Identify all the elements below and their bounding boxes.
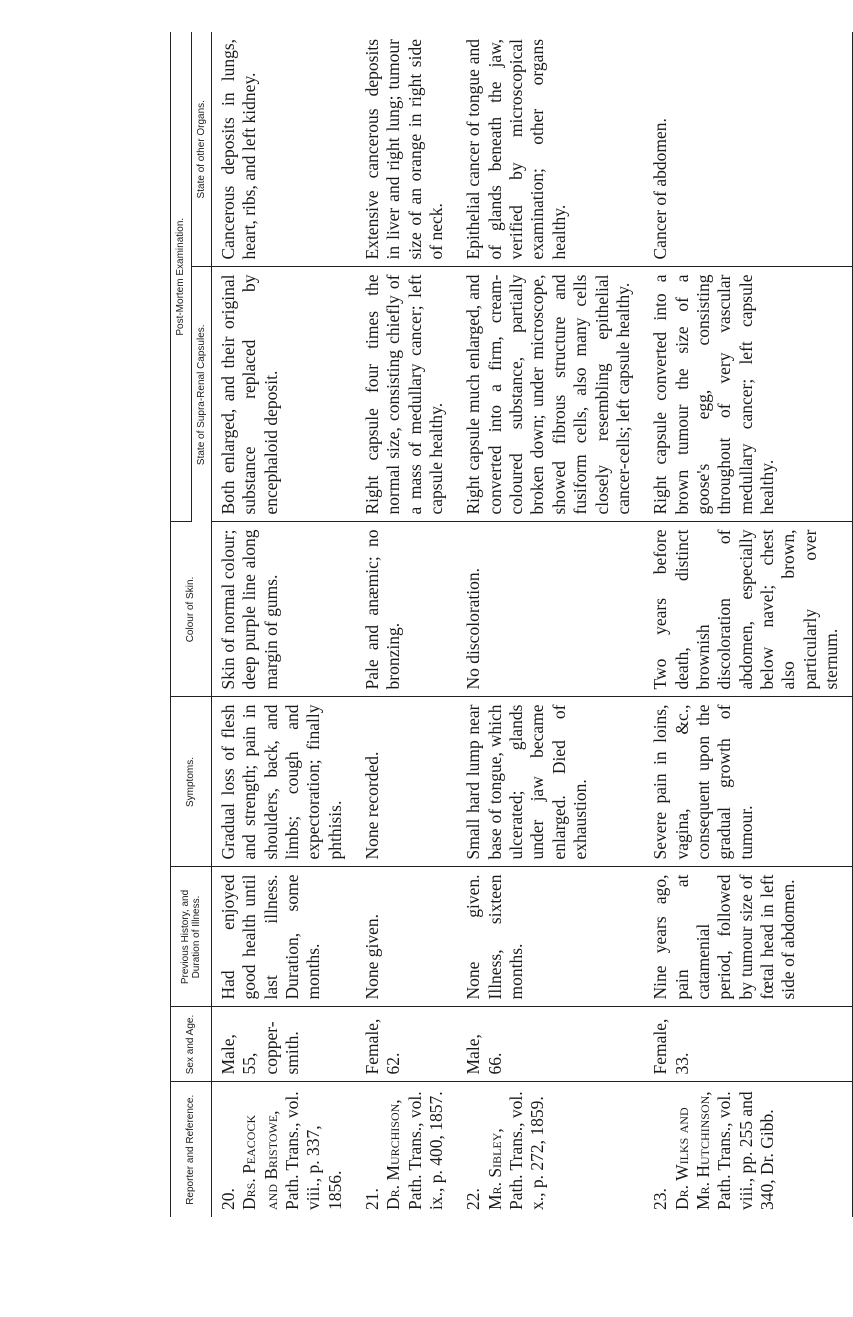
reporter-name: Mr. Sibley, <box>484 1128 505 1210</box>
capsules-cell: Both enlarged, and their original substance replaced by encephaloid deposit. <box>212 267 357 522</box>
organs-cell: Cancerous deposits in lungs, heart, ribs, and left kidney. <box>212 32 357 267</box>
reference-source: Path. Trans., vol. viii., p. 337, 1856. <box>282 1091 345 1210</box>
case-number: 22. <box>463 1188 484 1210</box>
header-organs: State of other Organs. <box>191 32 212 267</box>
symptoms-cell: Small hard lump near base of tongue, which ulcerated; glands under jaw became enlarged. Died of exhaustion. <box>457 697 644 867</box>
symptoms-cell: None recorded. <box>356 697 457 867</box>
header-capsules: State of Supra-Renal Capsules. <box>191 267 212 522</box>
reporter-name: Drs. Peacock and Bristowe, <box>239 1110 281 1210</box>
symptoms-cell: Severe pain in loins, vagina, &c., consequent upon the gradual growth of tumour. <box>644 697 853 867</box>
capsules-cell: Right capsule four times the normal size, consisting chiefly of a mass of medullary cancer; left capsule healthy. <box>356 267 457 522</box>
case-table <box>170 32 853 1217</box>
sex-age-cell: Female, 33. <box>644 1007 853 1082</box>
history-cell: None given. Illness, sixteen months. <box>457 867 644 1007</box>
reporter-cell <box>644 1082 853 1217</box>
organs-cell: Epithelial cancer of tongue and of glands beneath the jaw, verified by microscopical examination; other organs healthy. <box>457 32 644 267</box>
skin-cell: Skin of normal colour; deep purple line along margin of gums. <box>212 522 357 697</box>
organs-cell: Cancer of abdomen. <box>644 32 853 267</box>
reporter-name: Dr. Murchison, <box>383 1099 404 1210</box>
reporter-cell <box>212 1082 357 1217</box>
header-skin: Colour of Skin. <box>171 522 212 697</box>
case-number: 20. <box>218 1188 238 1210</box>
case-number: 21. <box>362 1188 383 1210</box>
history-cell: None given. <box>356 867 457 1007</box>
table-row <box>212 32 357 1217</box>
header-reporter: Reporter and Reference. <box>171 1082 212 1217</box>
capsules-cell: Right capsule much enlarged, and converted into a firm, cream-coloured substance, partially broken down; under microscope, showed fibrous structure and fusiform cells, also many cells closely resembling epithelial cancer-cells; left capsule healthy. <box>457 267 644 522</box>
reporter-cell <box>457 1082 644 1217</box>
symptoms-cell: Gradual loss of flesh and strength; pain in shoulders, back, and limbs; cough and expectoration; finally phthisis. <box>212 697 357 867</box>
reference-source: Path. Trans., vol. x., p. 272, 1859. <box>506 1091 548 1210</box>
sex-age-cell: Female, 62. <box>356 1007 457 1082</box>
reporter-name: Dr. Wilks and Mr. Hutchinson, <box>671 1091 713 1210</box>
reference-source: Path. Trans., vol. viii., pp. 255 and 340, Dr. Gibb. <box>714 1091 777 1210</box>
skin-cell: Two years before death, distinct brownish discoloration of abdomen, especially below navel; chest also brown, particularly over sternum. <box>644 522 853 697</box>
header-history: Previous History, and Duration of Illness. <box>171 867 212 1007</box>
case-number: 23. <box>650 1188 671 1210</box>
skin-cell: Pale and anæmic; no bronzing. <box>356 522 457 697</box>
sex-age-cell: Male, 66. <box>457 1007 644 1082</box>
table-row <box>356 32 457 1217</box>
header-symptoms: Symptoms. <box>171 697 212 867</box>
header-postmortem: Post-Mortem Examination. <box>171 32 192 522</box>
reporter-cell <box>356 1082 457 1217</box>
organs-cell: Extensive cancerous deposits in liver and right lung; tumour size of an orange in right side of neck. <box>356 32 457 267</box>
history-cell: Nine years ago, pain at catamenial period, followed by tumour size of fœtal head in left side of abdomen. <box>644 867 853 1007</box>
header-sex-age: Sex and Age. <box>171 1007 212 1082</box>
table-row <box>457 32 644 1217</box>
table-row <box>644 32 853 1217</box>
reference-source: Path. Trans., vol. ix., p. 400, 1857. <box>404 1091 447 1210</box>
capsules-cell: Right capsule converted into a brown tumour the size of a goose's egg, consisting throughout of very vascular medullary cancer; left capsule healthy. <box>644 267 853 522</box>
history-cell: Had enjoyed good health until last illness. Duration, some months. <box>212 867 357 1007</box>
skin-cell: No discoloration. <box>457 522 644 697</box>
sex-age-cell: Male, 55, copper-smith. <box>212 1007 357 1082</box>
